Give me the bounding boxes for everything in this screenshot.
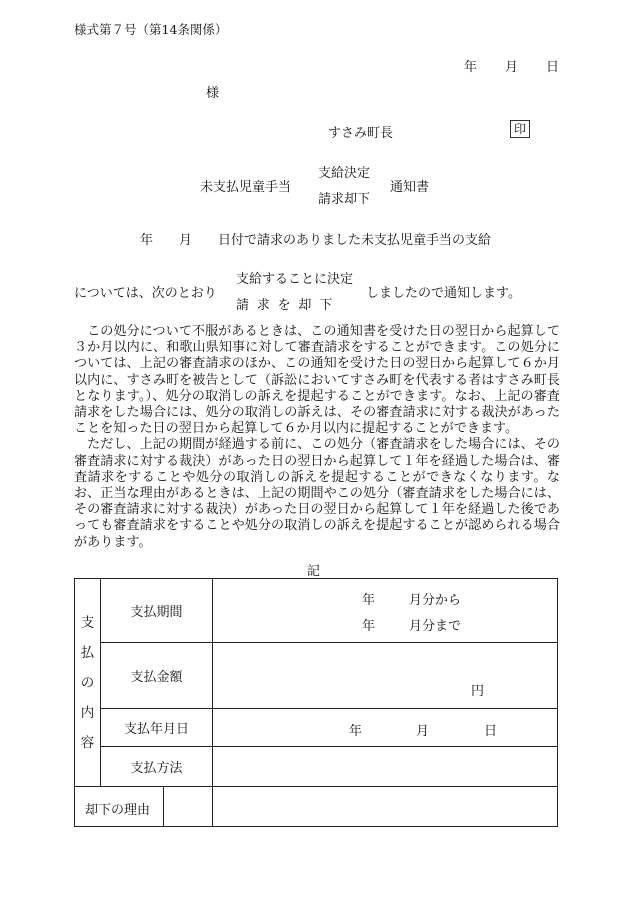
paydate-month: 月 (416, 724, 430, 739)
reject-reason-value (213, 787, 558, 827)
appeal-notice (74, 324, 560, 551)
paydate-year: 年 (349, 724, 363, 739)
subject-option-approve: 支給決定 (318, 166, 371, 181)
reject-reason-label-cell (75, 787, 213, 827)
period-to-year: 年 (362, 619, 376, 634)
vertical-char: 内 (80, 704, 95, 721)
payment-content-label (75, 579, 101, 787)
issuer-name: すさみ町長 (328, 126, 394, 141)
paydate-label: 支払年月日 (101, 709, 213, 747)
request-date-line: 年 月 日付で請求のありました未支払児童手当の支給 (140, 233, 492, 248)
result-option-approve: 支給することに決定 (236, 272, 354, 287)
vertical-char: 払 (80, 644, 95, 661)
paydate-value (213, 709, 558, 747)
subject-prefix: 未支払児童手当 (200, 180, 292, 195)
addressee-suffix: 様 (206, 86, 220, 101)
period-label: 支払期間 (101, 579, 213, 643)
subject-option-reject: 請求却下 (318, 192, 371, 207)
amount-label: 支払金額 (101, 643, 213, 709)
result-prefix: については、次のとおり (74, 286, 217, 301)
vertical-char: 容 (80, 734, 95, 751)
result-suffix: しましたので通知します。 (366, 286, 521, 301)
date-day: 日 (546, 60, 560, 75)
ki-heading: 記 (307, 564, 321, 579)
method-value (213, 747, 558, 787)
date-month: 月 (505, 60, 519, 75)
payment-detail-table (74, 578, 558, 827)
result-option-reject: 請求を却下 (236, 298, 341, 313)
reject-reason-label: 却下の理由 (85, 803, 151, 818)
vertical-char: の (80, 674, 95, 691)
period-from-text: 月分から (409, 593, 462, 608)
paydate-day: 日 (484, 724, 498, 739)
seal-mark: 印 (510, 120, 530, 138)
amount-value (213, 643, 558, 709)
issue-date (464, 56, 564, 75)
period-to-text: 月分まで (409, 619, 462, 634)
method-label: 支払方法 (101, 747, 213, 787)
subject-suffix: 通知書 (390, 180, 430, 195)
notice-paragraph: ただし、上記の期間が経過する前に、この処分（審査請求をした場合には、その審査請求に対する裁決）があった日の翌日から起算して１年を経過した場合は、審査請求をすることや処分の取消しの訴えを提起することができなくなります。なお、正当な理由があるときは、上記の期間やこの処分（審査請求をした場合には、その審査請求に対する裁決）があった日の翌日から起算して１年を経過した後であっても審査請求をすることや処分の取消しの訴えを提起することが認められる場合があります。 (74, 437, 560, 550)
date-year: 年 (464, 60, 478, 75)
period-value (213, 579, 558, 643)
amount-unit: 円 (471, 684, 485, 699)
period-from-year: 年 (362, 593, 376, 608)
vertical-char: 支 (80, 614, 95, 631)
notice-paragraph: この処分について不服があるときは、この通知書を受けた日の翌日から起算して３か月以内に、和歌山県知事に対して審査請求をすることができます。この処分については、上記の審査請求のほか、この通知を受けた日の翌日から起算して６か月以内に、すさみ町を被告として（訴訟においてすさみ町を代表する者はすさみ町長となります。）、処分の取消しの訴えを提起することができます。なお、上記の審査請求をした場合には、処分の取消しの訴えは、その審査請求に対する裁決があったことを知った日の翌日から起算して６か月以内に提起することができます。 (74, 324, 560, 437)
form-number: 様式第７号（第14条関係） (74, 22, 228, 37)
